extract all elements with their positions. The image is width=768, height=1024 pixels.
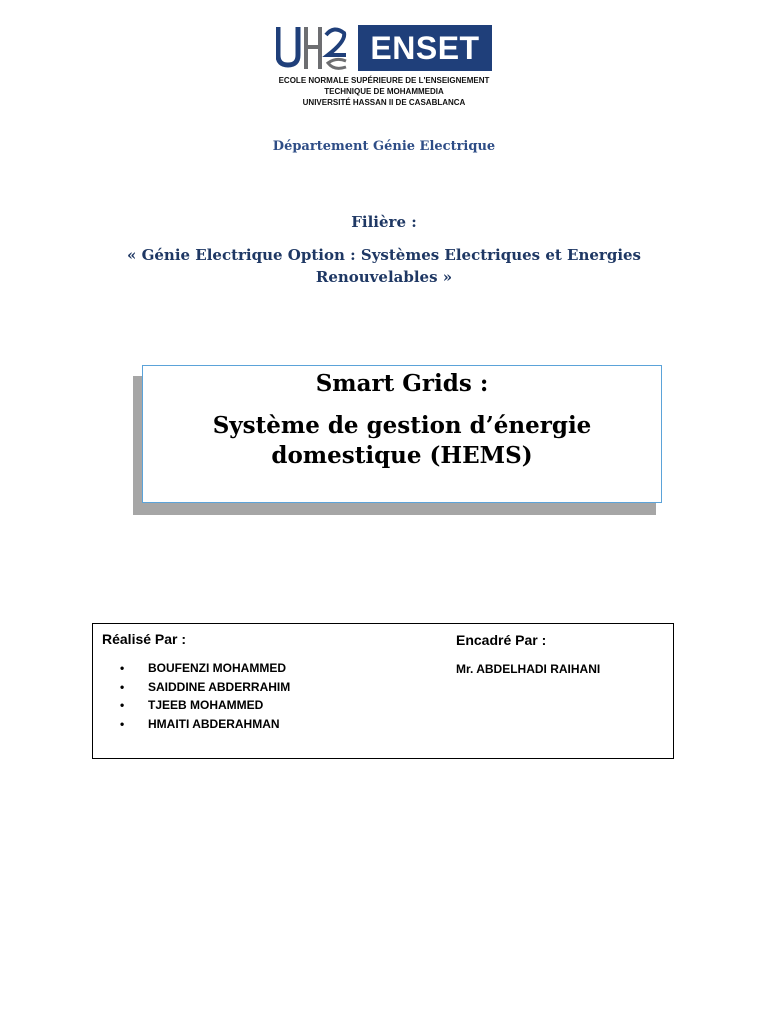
document-subtitle: Système de gestion d’énergie domestique (HEMS) bbox=[212, 412, 592, 469]
institution-name bbox=[276, 75, 492, 108]
title-box bbox=[142, 365, 662, 503]
author-item: • TJEEB MOHAMMED bbox=[120, 698, 290, 717]
supervisor-name: Mr. ABDELHADI RAIHANI bbox=[456, 662, 601, 676]
uh2c-logo-mark bbox=[276, 25, 348, 71]
author-item: • HMAITI ABDERAHMAN bbox=[120, 717, 290, 736]
filiere-label: Filière : bbox=[351, 213, 417, 231]
encadre-label: Encadré Par : bbox=[456, 632, 547, 648]
institution-line: TECHNIQUE DE MOHAMMEDIA bbox=[324, 87, 444, 96]
institution-line: UNIVERSITÉ HASSAN II DE CASABLANCA bbox=[302, 98, 466, 107]
author-item: • BOUFENZI MOHAMMED bbox=[120, 661, 290, 680]
author-list bbox=[120, 661, 290, 735]
enset-logo bbox=[276, 25, 492, 113]
author-item: • SAIDDINE ABDERRAHIM bbox=[120, 680, 290, 699]
credits-box bbox=[92, 623, 674, 759]
enset-wordmark-box bbox=[358, 25, 492, 71]
realise-label: Réalisé Par : bbox=[102, 631, 187, 647]
document-title: Smart Grids : bbox=[315, 370, 489, 397]
department-name: Département Génie Electrique bbox=[272, 139, 496, 154]
enset-wordmark: ENSET bbox=[370, 29, 480, 66]
institution-line: ECOLE NORMALE SUPÉRIEURE DE L'ENSEIGNEMENT bbox=[278, 76, 490, 85]
filiere-name: « Génie Electrique Option : Systèmes Electriques et Energies Renouvelables » bbox=[126, 246, 642, 286]
